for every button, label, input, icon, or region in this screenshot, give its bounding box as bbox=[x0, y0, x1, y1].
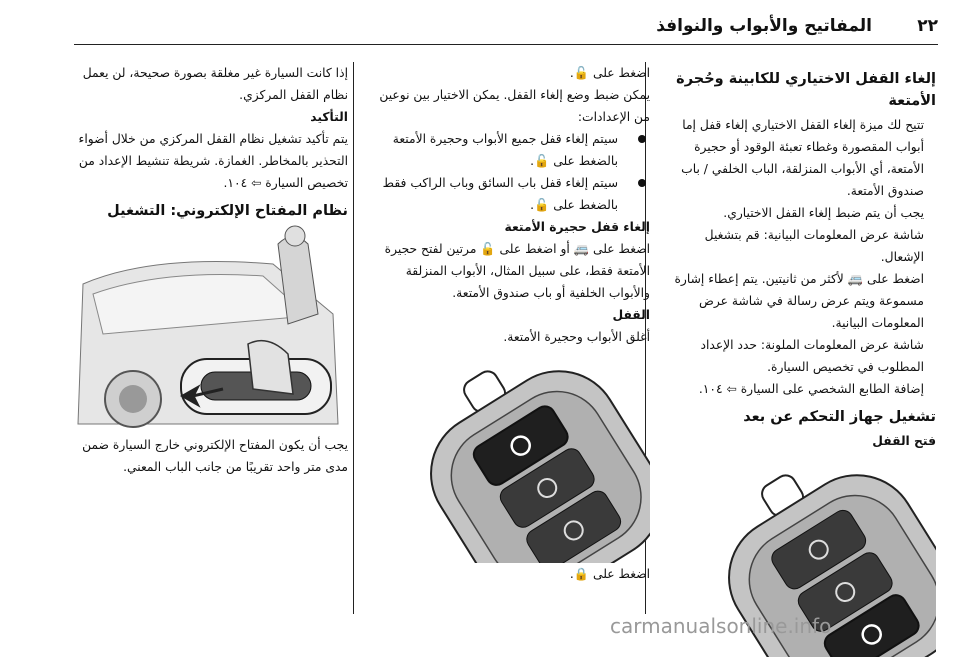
subheading-confirmation: التأكيد bbox=[310, 110, 348, 124]
column-left bbox=[73, 62, 348, 617]
heading-keyless-system: نظام المفتاح الإلكتروني: التشغيل bbox=[107, 203, 348, 219]
trunk-key-icon: 🚐 bbox=[573, 242, 590, 256]
paragraph: تتيح لك ميزة إلغاء القفل الاختياري إلغاء قفل إما أبواب المقصورة وغطاء تعبئة الوقود أو حجيرة الأمتعة، أي الأبواب المنزلقة، الباب الخلفي / باب صندوق الأمتعة. bbox=[681, 118, 924, 198]
paragraph: يجب أن يكون المفتاح الإلكتروني خارج السيارة ضمن مدى متر واحد تقريبًا من جانب الباب المعني. bbox=[82, 438, 348, 474]
paragraph: إضافة الطابع الشخصي على السيارة ⇦ ١٠٤. bbox=[698, 382, 924, 396]
section-title: المفاتيح والأبواب والنوافذ bbox=[656, 16, 872, 36]
column-divider bbox=[353, 62, 354, 614]
paragraph: اضغط على 🚐 أو اضغط على 🔓 مرتين لفتح حجيرة الأمتعة فقط، على سبيل المثال، الأبواب المنزلقة والأبواب الخلفية أو باب صندوق الأمتعة. bbox=[384, 242, 650, 300]
paragraph: أغلق الأبواب وحجيرة الأمتعة. bbox=[503, 330, 650, 344]
header-rule bbox=[74, 44, 938, 45]
unlock-options-list bbox=[373, 128, 650, 216]
list-item: سيتم إلغاء قفل باب السائق وباب الراكب فقط بالضغط على 🔓. bbox=[373, 172, 650, 216]
page-number: ٢٢ bbox=[917, 16, 938, 36]
subheading-lock: القفل bbox=[612, 308, 650, 322]
subheading-trunk-unlock: إلغاء قفل حجيرة الأمتعة bbox=[504, 220, 650, 234]
key-figure-lock bbox=[373, 348, 650, 563]
caption-press-lock: اضغط على 🔒. bbox=[569, 567, 650, 581]
paragraph: اضغط على 🚐 لأكثر من ثانيتين. يتم إعطاء إشارة مسموعة ويتم عرض رسالة في شاشة عرض المعلومات البيانية. bbox=[674, 272, 924, 330]
column-middle bbox=[373, 62, 650, 617]
trunk-key-icon: 🚐 bbox=[847, 272, 864, 286]
door-handle-illustration bbox=[73, 224, 348, 434]
heading-selective-unlock: إلغاء القفل الاختياري للكابينة وحُجرة الأمتعة bbox=[676, 71, 936, 109]
paragraph: إذا كانت السيارة غير مغلقة بصورة صحيحة، لن يعمل نظام القفل المركزي. bbox=[82, 66, 348, 102]
caption-press-unlock: اضغط على 🔓. bbox=[569, 66, 650, 80]
subheading-unlock: فتح القفل bbox=[872, 434, 936, 448]
paragraph: شاشة عرض المعلومات الملونة: حدد الإعداد المطلوب في تخصيص السيارة. bbox=[700, 338, 924, 374]
paragraph: يمكن ضبط وضع إلغاء القفل. يمكن الاختيار بين نوعين من الإعدادات: bbox=[379, 88, 650, 124]
door-handle-figure bbox=[73, 224, 348, 434]
heading-remote-operation: تشغيل جهاز التحكم عن بعد bbox=[743, 409, 936, 425]
list-item: سيتم إلغاء قفل جميع الأبواب وحجيرة الأمتعة بالضغط على 🔓. bbox=[373, 128, 650, 172]
bullet-icon bbox=[638, 179, 646, 187]
column-right bbox=[666, 62, 936, 617]
bullet-icon bbox=[638, 135, 646, 143]
page-header bbox=[0, 0, 960, 44]
paragraph: يتم تأكيد تشغيل نظام القفل المركزي من خلال أضواء التحذير بالمخاطر. الغمازة. شريطة تنشيط الإعداد من تخصيص السيارة ⇦ ١٠٤. bbox=[78, 132, 348, 190]
key-fob-illustration bbox=[373, 348, 650, 563]
watermark: carmanualsonline.info bbox=[610, 614, 832, 638]
paragraph: يجب أن يتم ضبط إلغاء القفل الاختياري. bbox=[723, 206, 924, 220]
paragraph: شاشة عرض المعلومات البيانية: قم بتشغيل الإشعال. bbox=[704, 228, 924, 264]
